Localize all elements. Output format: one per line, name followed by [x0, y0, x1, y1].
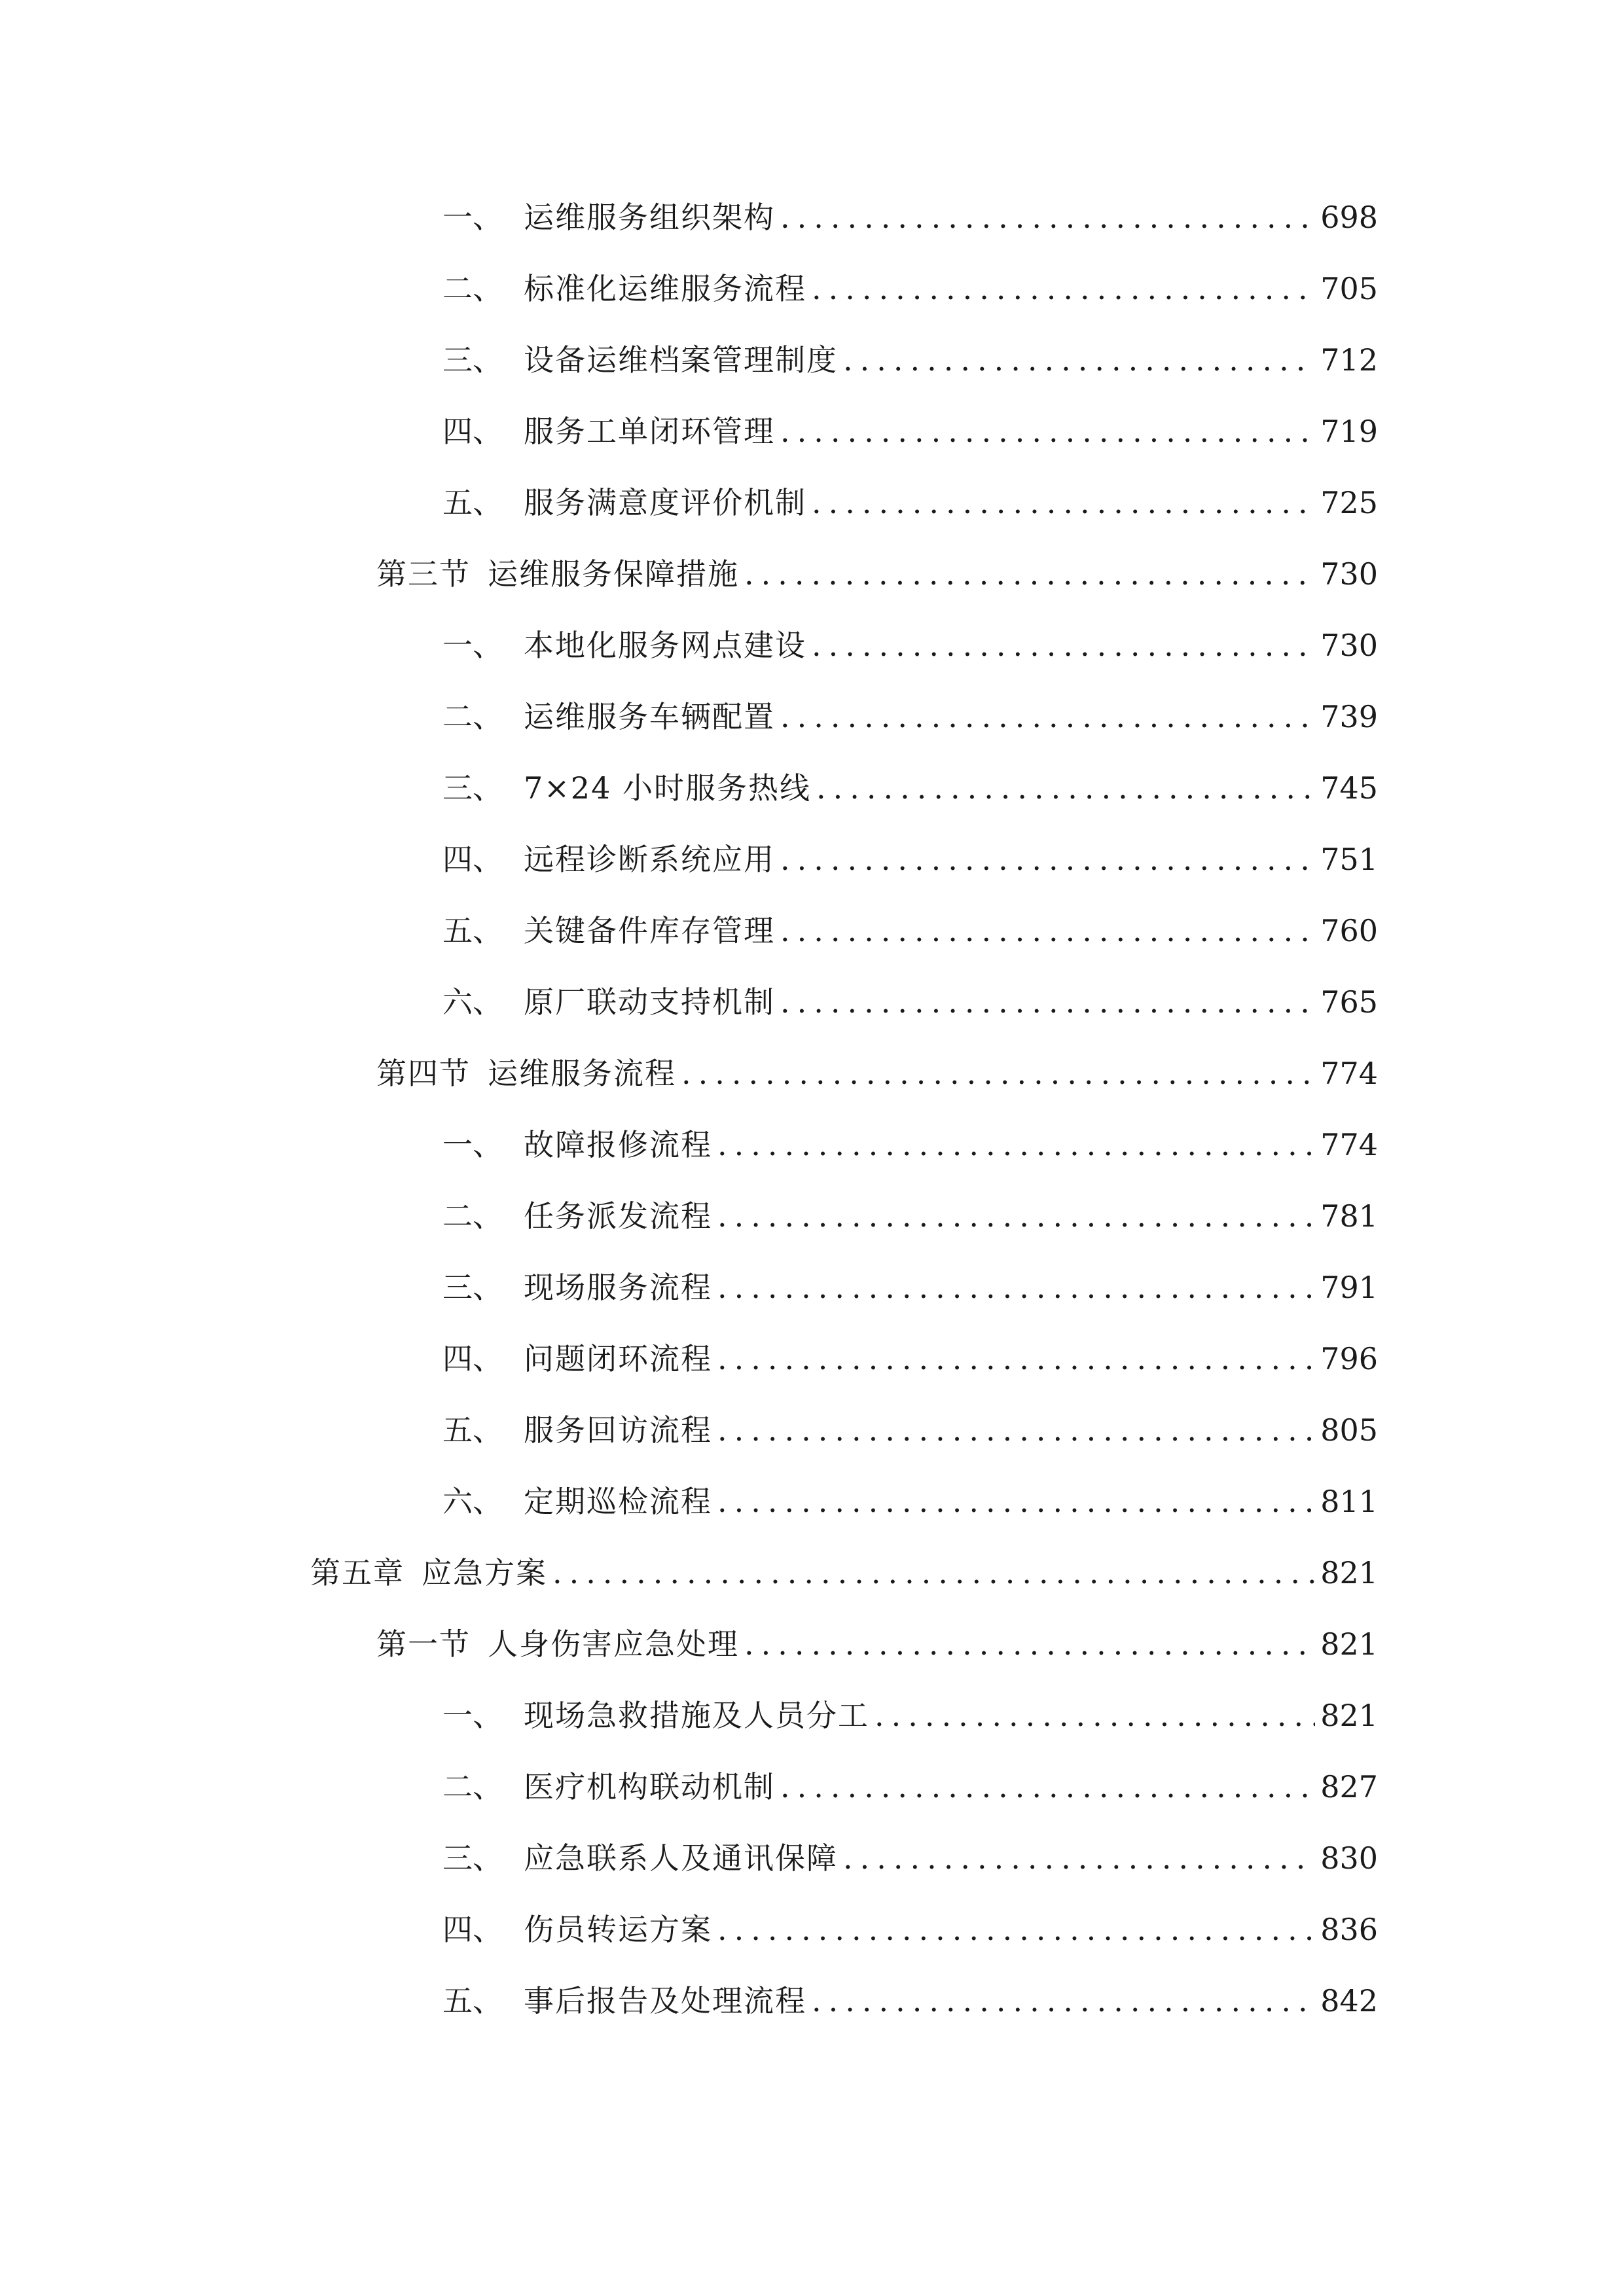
toc-entry[interactable]: [442, 1835, 1378, 1881]
entry-page: 760: [1320, 913, 1378, 948]
entry-number: 五、: [442, 913, 503, 948]
entry-number: 第三节: [376, 556, 471, 592]
toc-entry[interactable]: [442, 1978, 1378, 2024]
toc-entry[interactable]: [442, 1907, 1378, 1952]
toc-entry[interactable]: [442, 1407, 1378, 1453]
toc-entry[interactable]: [442, 836, 1378, 882]
toc-entry[interactable]: [310, 1550, 1378, 1596]
entry-page: 725: [1320, 485, 1378, 520]
dot-leader: [780, 979, 1315, 1025]
entry-page: 705: [1320, 271, 1378, 306]
dot-leader: [780, 408, 1315, 454]
entry-page: 712: [1320, 342, 1378, 378]
entry-title: 运维服务流程: [488, 1056, 676, 1091]
entry-title: 问题闭环流程: [524, 1341, 712, 1376]
entry-page: 791: [1320, 1270, 1378, 1305]
entry-page: 698: [1320, 200, 1378, 235]
entry-title: 标准化运维服务流程: [524, 271, 806, 306]
entry-page: 774: [1320, 1056, 1378, 1091]
toc-entry[interactable]: [442, 622, 1378, 668]
entry-page: 796: [1320, 1341, 1378, 1376]
entry-number: 一、: [442, 200, 503, 235]
toc-entry[interactable]: [442, 194, 1378, 240]
entry-number: 四、: [442, 1341, 503, 1376]
entry-title: 服务工单闭环管理: [524, 414, 775, 449]
dot-leader: [717, 1265, 1315, 1310]
toc-entry[interactable]: [442, 1764, 1378, 1810]
entry-title: 运维服务组织架构: [524, 200, 775, 235]
entry-page: 830: [1320, 1840, 1378, 1876]
toc-entry[interactable]: [442, 266, 1378, 312]
dot-leader: [816, 765, 1315, 811]
entry-number: 第五章: [310, 1555, 405, 1590]
entry-title: 应急方案: [422, 1555, 547, 1590]
toc-entry[interactable]: [442, 979, 1378, 1025]
dot-leader: [717, 1907, 1315, 1952]
entry-number: 三、: [442, 1840, 503, 1876]
entry-number: 二、: [442, 699, 503, 734]
entry-title: 远程诊断系统应用: [524, 842, 775, 877]
entry-page: 751: [1320, 842, 1378, 877]
entry-page: 719: [1320, 414, 1378, 449]
entry-number: 六、: [442, 1484, 503, 1519]
entry-number: 五、: [442, 1983, 503, 2018]
dot-leader: [780, 836, 1315, 882]
toc-entry[interactable]: [442, 1336, 1378, 1382]
toc-entry[interactable]: [442, 1693, 1378, 1738]
entry-page: 842: [1320, 1983, 1378, 2018]
entry-number: 四、: [442, 842, 503, 877]
entry-title: 人身伤害应急处理: [488, 1626, 739, 1662]
entry-page: 739: [1320, 699, 1378, 734]
dot-leader: [552, 1550, 1315, 1596]
dot-leader: [717, 1407, 1315, 1453]
entry-title: 医疗机构联动机制: [524, 1769, 775, 1804]
dot-leader: [843, 1835, 1315, 1881]
entry-title: 现场急救措施及人员分工: [524, 1698, 869, 1733]
toc-entry[interactable]: [376, 551, 1378, 597]
entry-title: 事后报告及处理流程: [524, 1983, 806, 2018]
entry-number: 二、: [442, 1769, 503, 1804]
entry-title: 应急联系人及通讯保障: [524, 1840, 838, 1876]
dot-leader: [812, 480, 1315, 526]
entry-page: 827: [1320, 1769, 1378, 1804]
dot-leader: [717, 1336, 1315, 1382]
dot-leader: [780, 694, 1315, 740]
toc-entry[interactable]: [442, 1193, 1378, 1239]
entry-number: 五、: [442, 485, 503, 520]
entry-page: 774: [1320, 1127, 1378, 1162]
entry-title: 设备运维档案管理制度: [524, 342, 838, 378]
dot-leader: [744, 1621, 1315, 1667]
entry-title: 现场服务流程: [524, 1270, 712, 1305]
entry-number: 三、: [442, 770, 503, 806]
entry-number: 一、: [442, 628, 503, 663]
toc-entry[interactable]: [442, 694, 1378, 740]
entry-title: 定期巡检流程: [524, 1484, 712, 1519]
entry-page: 811: [1320, 1484, 1378, 1519]
dot-leader: [780, 908, 1315, 954]
dot-leader: [812, 266, 1315, 312]
entry-page: 821: [1320, 1555, 1378, 1590]
toc-entry[interactable]: [442, 1479, 1378, 1524]
dot-leader: [744, 551, 1315, 597]
entry-title: 本地化服务网点建设: [524, 628, 806, 663]
entry-title: 任务派发流程: [524, 1198, 712, 1234]
toc-entry[interactable]: [442, 480, 1378, 526]
toc-entry[interactable]: [442, 408, 1378, 454]
dot-leader: [780, 1764, 1315, 1810]
toc-entry[interactable]: [442, 908, 1378, 954]
dot-leader: [843, 337, 1315, 383]
entry-page: 730: [1320, 628, 1378, 663]
entry-title: 7×24 小时服务热线: [524, 770, 811, 806]
toc-entry[interactable]: [442, 1265, 1378, 1310]
entry-number: 第四节: [376, 1056, 471, 1091]
toc-entry[interactable]: [376, 1621, 1378, 1667]
entry-title: 运维服务保障措施: [488, 556, 739, 592]
dot-leader: [812, 622, 1315, 668]
entry-number: 四、: [442, 1912, 503, 1947]
entry-page: 765: [1320, 984, 1378, 1020]
dot-leader: [717, 1122, 1315, 1168]
entry-number: 二、: [442, 271, 503, 306]
toc-entry[interactable]: [376, 1050, 1378, 1096]
entry-title: 原厂联动支持机制: [524, 984, 775, 1020]
entry-number: 三、: [442, 342, 503, 378]
entry-page: 821: [1320, 1626, 1378, 1662]
dot-leader: [875, 1693, 1315, 1738]
entry-page: 730: [1320, 556, 1378, 592]
entry-number: 三、: [442, 1270, 503, 1305]
entry-page: 781: [1320, 1198, 1378, 1234]
entry-title: 运维服务车辆配置: [524, 699, 775, 734]
entry-number: 六、: [442, 984, 503, 1020]
toc-entry[interactable]: [442, 765, 1378, 811]
entry-number: 一、: [442, 1698, 503, 1733]
toc-entry[interactable]: [442, 1122, 1378, 1168]
entry-number: 五、: [442, 1412, 503, 1448]
entry-page: 745: [1320, 770, 1378, 806]
entry-title: 故障报修流程: [524, 1127, 712, 1162]
entry-title: 服务回访流程: [524, 1412, 712, 1448]
entry-number: 二、: [442, 1198, 503, 1234]
dot-leader: [812, 1978, 1315, 2024]
entry-page: 805: [1320, 1412, 1378, 1448]
entry-page: 821: [1320, 1698, 1378, 1733]
dot-leader: [717, 1479, 1315, 1524]
entry-number: 第一节: [376, 1626, 471, 1662]
dot-leader: [780, 194, 1315, 240]
entry-title: 伤员转运方案: [524, 1912, 712, 1947]
entry-title: 服务满意度评价机制: [524, 485, 806, 520]
dot-leader: [681, 1050, 1315, 1096]
entry-number: 一、: [442, 1127, 503, 1162]
dot-leader: [717, 1193, 1315, 1239]
toc-entry[interactable]: [442, 337, 1378, 383]
entry-number: 四、: [442, 414, 503, 449]
entry-page: 836: [1320, 1912, 1378, 1947]
entry-title: 关键备件库存管理: [524, 913, 775, 948]
